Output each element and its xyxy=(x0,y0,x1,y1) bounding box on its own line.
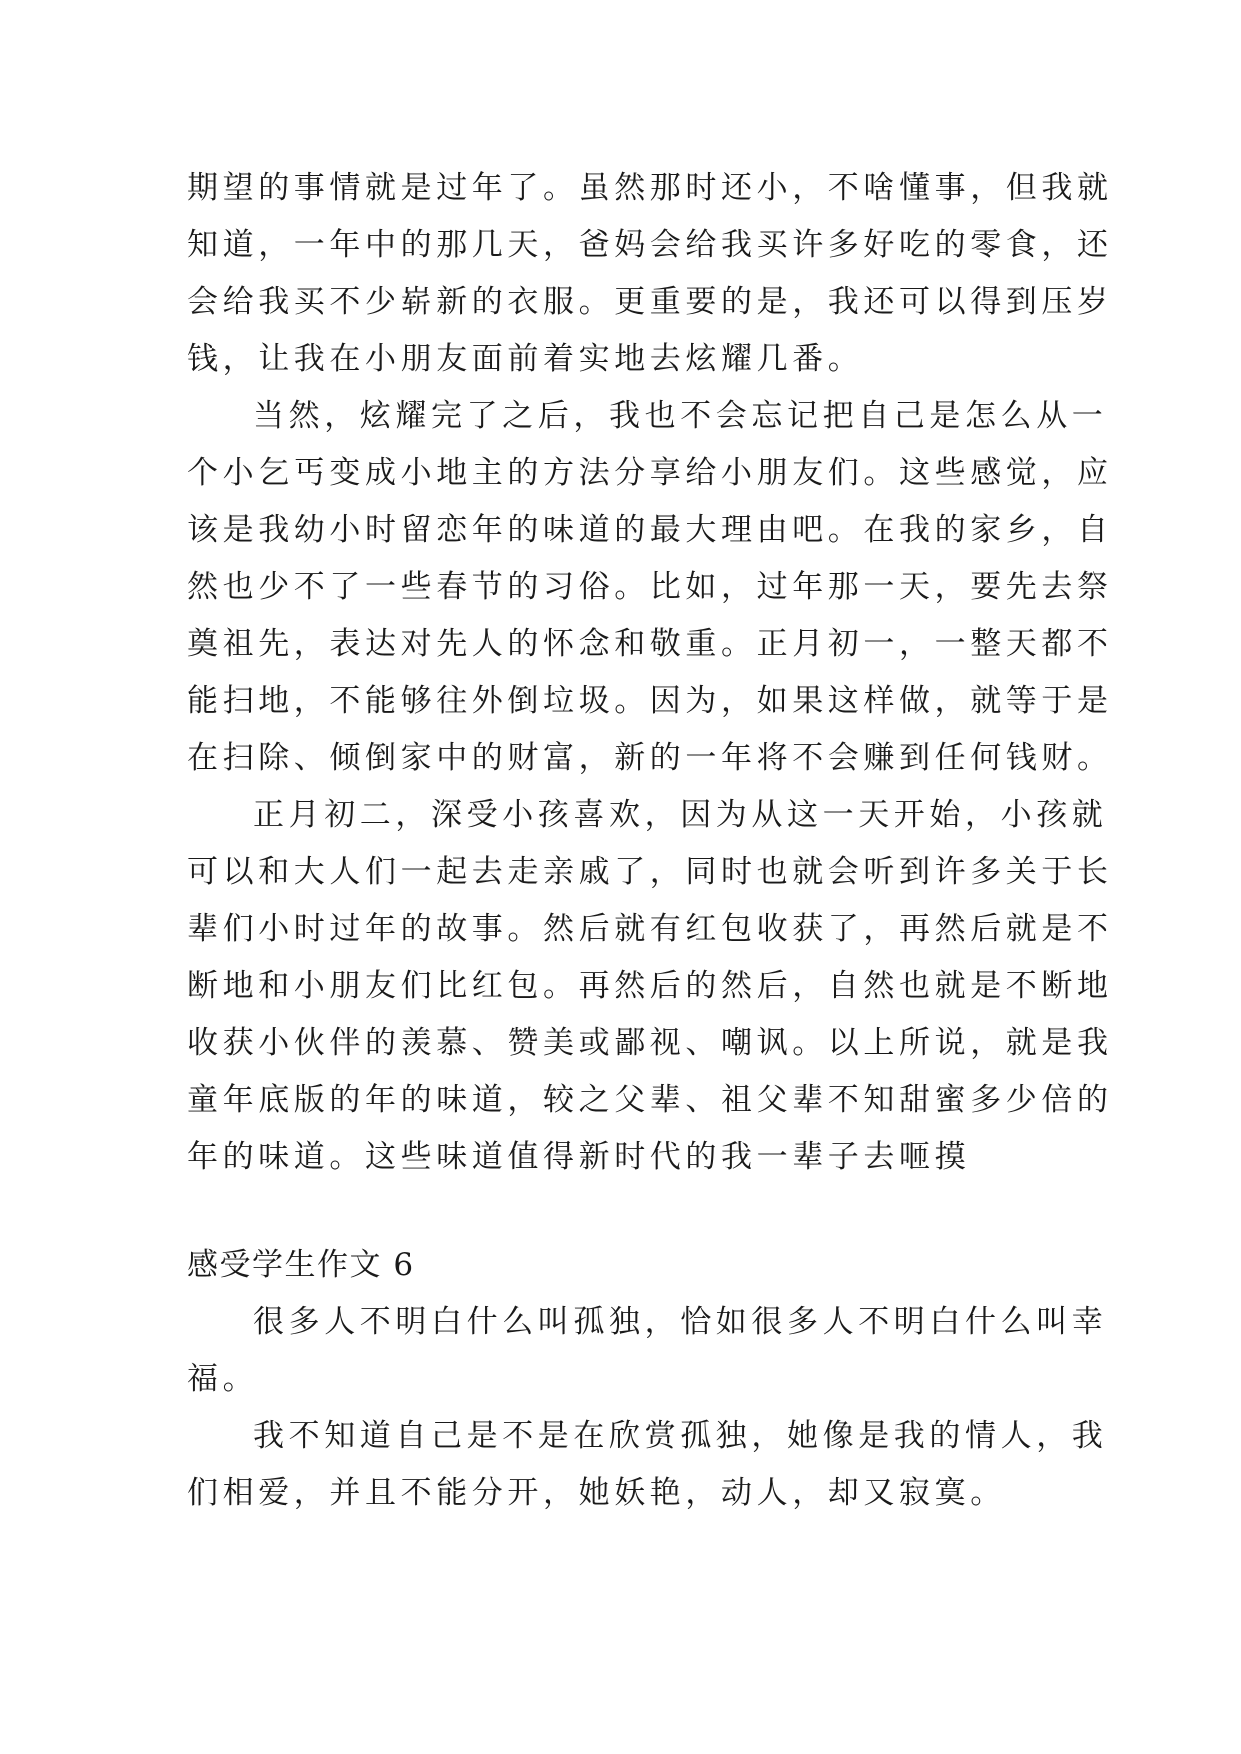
paragraph-1-line-1: 期望的事情就是过年了。虽然那时还小，不啥懂事，但我就 xyxy=(187,170,1113,206)
paragraph-4-line-2: 福。 xyxy=(187,1361,259,1397)
paragraph-2-line-4: 然也少不了一些春节的习俗。比如，过年那一天，要先去祭 xyxy=(187,569,1113,605)
paragraph-3-line-3: 辈们小时过年的故事。然后就有红包收获了，再然后就是不 xyxy=(187,911,1113,947)
paragraph-2-line-3: 该是我幼小时留恋年的味道的最大理由吧。在我的家乡，自 xyxy=(187,512,1113,548)
article-body xyxy=(187,160,1113,1522)
paragraph-2-line-6: 能扫地，不能够往外倒垃圾。因为，如果这样做，就等于是 xyxy=(187,683,1113,719)
paragraph-2-line-5: 奠祖先，表达对先人的怀念和敬重。正月初一，一整天都不 xyxy=(187,626,1113,662)
paragraph-1-line-4: 钱，让我在小朋友面前着实地去炫耀几番。 xyxy=(187,341,864,377)
paragraph-3-line-4: 断地和小朋友们比红包。再然后的然后，自然也就是不断地 xyxy=(187,968,1113,1004)
paragraph-5-line-1: 我不知道自己是不是在欣赏孤独，她像是我的情人，我 xyxy=(253,1418,1108,1454)
paragraph-2-line-2: 个小乞丐变成小地主的方法分享给小朋友们。这些感觉，应 xyxy=(187,455,1113,491)
paragraph-1-line-3: 会给我买不少崭新的衣服。更重要的是，我还可以得到压岁 xyxy=(187,284,1113,320)
paragraph-3-line-5: 收获小伙伴的羡慕、赞美或鄙视、嘲讽。以上所说，就是我 xyxy=(187,1025,1113,1061)
paragraph-3-line-7: 年的味道。这些味道值得新时代的我一辈子去咂摸 xyxy=(187,1139,971,1175)
paragraph-1-line-2: 知道，一年中的那几天，爸妈会给我买许多好吃的零食，还 xyxy=(187,227,1113,263)
paragraph-3-line-2: 可以和大人们一起去走亲戚了，同时也就会听到许多关于长 xyxy=(187,854,1113,890)
paragraph-4-line-1: 很多人不明白什么叫孤独，恰如很多人不明白什么叫幸 xyxy=(253,1304,1108,1340)
paragraph-3-line-1: 正月初二，深受小孩喜欢，因为从这一天开始，小孩就 xyxy=(253,797,1108,833)
paragraph-3-line-6: 童年底版的年的味道，较之父辈、祖父辈不知甜蜜多少倍的 xyxy=(187,1082,1113,1118)
paragraph-2-line-7: 在扫除、倾倒家中的财富，新的一年将不会赚到任何钱财。 xyxy=(187,740,1113,776)
paragraph-2-line-1: 当然，炫耀完了之后，我也不会忘记把自己是怎么从一 xyxy=(253,398,1108,434)
paragraph-5-line-2: 们相爱，并且不能分开，她妖艳，动人，却又寂寞。 xyxy=(187,1475,1006,1511)
section-spacer xyxy=(187,1186,1067,1237)
section-title: 感受学生作文 6 xyxy=(187,1247,415,1283)
